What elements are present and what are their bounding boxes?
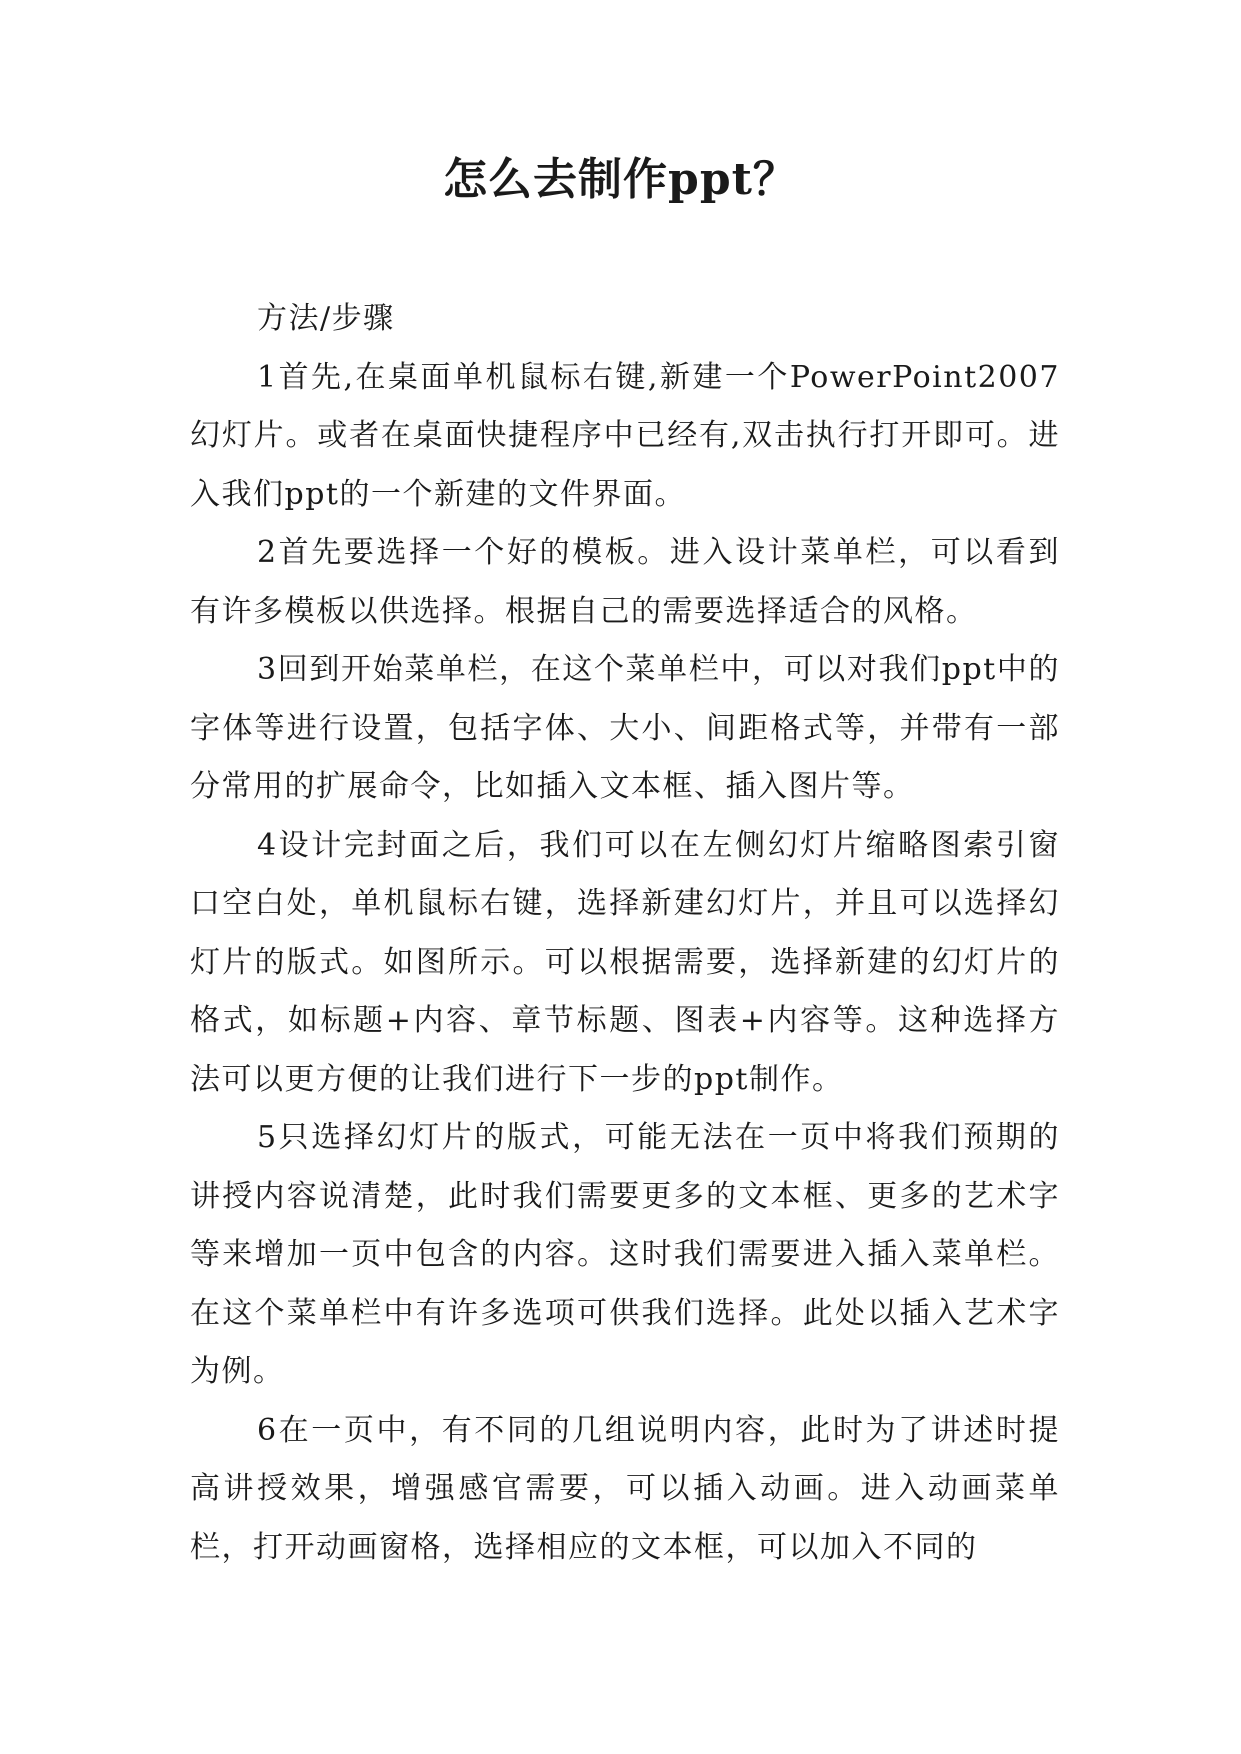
section-label: 方法/步骤	[257, 301, 395, 336]
document-body	[190, 290, 1060, 1577]
paragraph-step-1: 1首先,在桌面单机鼠标右键,新建一个PowerPoint2007幻灯片。或者在桌面快捷程序中已经有,双击执行打开即可。进入我们ppt的一个新建的文件界面。	[190, 359, 1060, 512]
paragraph-step-4: 4设计完封面之后，我们可以在左侧幻灯片缩略图索引窗口空白处，单机鼠标右键，选择新建幻灯片，并且可以选择幻灯片的版式。如图所示。可以根据需要，选择新建的幻灯片的格式，如标题+内容、章节标题、图表+内容等。这种选择方法可以更方便的让我们进行下一步的ppt制作。	[190, 827, 1060, 1097]
paragraph-step-5: 5只选择幻灯片的版式，可能无法在一页中将我们预期的讲授内容说清楚，此时我们需要更多的文本框、更多的艺术字等来增加一页中包含的内容。这时我们需要进入插入菜单栏。在这个菜单栏中有许多选项可供我们选择。此处以插入艺术字为例。	[190, 1120, 1060, 1389]
paragraph-step-2: 2首先要选择一个好的模板。进入设计菜单栏，可以看到有许多模板以供选择。根据自己的需要选择适合的风格。	[190, 535, 1060, 629]
paragraph-step-6: 6在一页中，有不同的几组说明内容，此时为了讲述时提高讲授效果，增强感官需要，可以插入动画。进入动画菜单栏，打开动画窗格，选择相应的文本框，可以加入不同的	[190, 1412, 1060, 1565]
paragraph-step-3: 3回到开始菜单栏，在这个菜单栏中，可以对我们ppt中的字体等进行设置，包括字体、大小、间距格式等，并带有一部分常用的扩展命令，比如插入文本框、插入图片等。	[190, 652, 1060, 804]
document-title: 怎么去制作ppt？	[443, 154, 798, 205]
